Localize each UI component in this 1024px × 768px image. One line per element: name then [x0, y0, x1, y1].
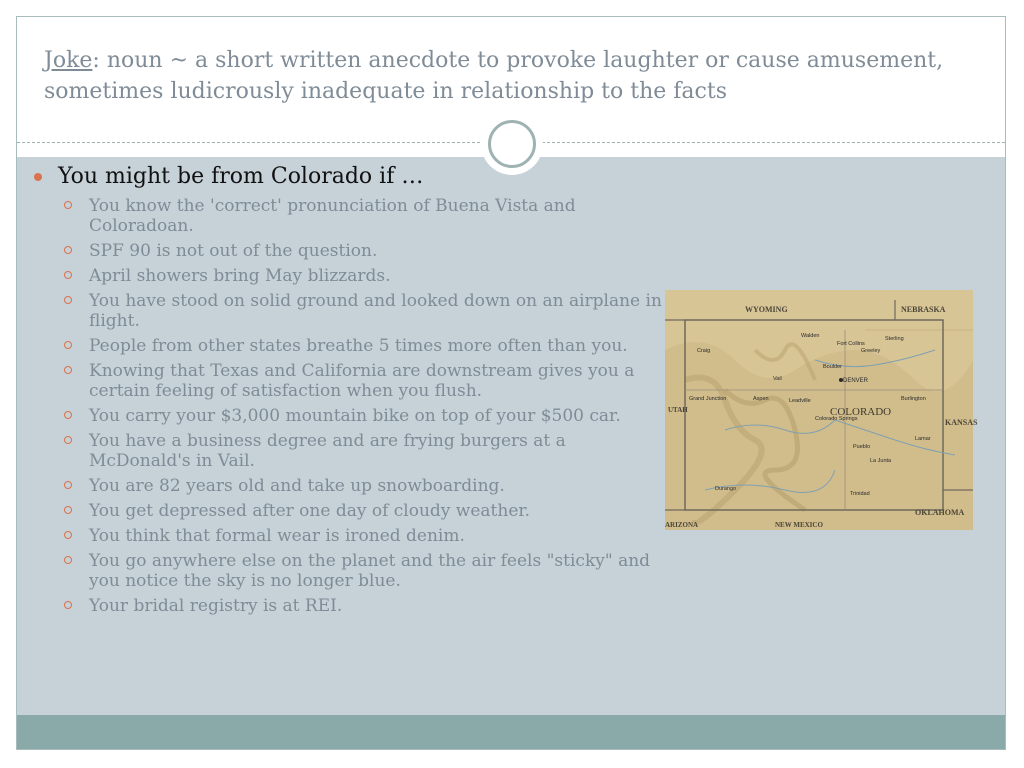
map-city-walden: Walden [801, 333, 820, 339]
list-item [34, 526, 664, 546]
list-item-text: You know the 'correct' pronunciation of Buena Vista and Coloradoan. [89, 196, 576, 236]
map-label-arizona: ARIZONA [665, 521, 699, 529]
ring-bullet-icon [64, 341, 72, 349]
map-capital-marker-icon [839, 378, 843, 382]
map-label-colorado: COLORADO [830, 406, 892, 418]
list-item-text: You carry your $3,000 mountain bike on top of your $500 car. [89, 406, 621, 426]
map-label-oklahoma: OKLAHOMA [915, 508, 965, 517]
list-item [34, 596, 664, 616]
ring-bullet-icon [64, 531, 72, 539]
map-city-burlington: Burlington [901, 396, 926, 402]
list-item [34, 291, 664, 331]
colorado-map [665, 290, 978, 530]
list-item-text: Knowing that Texas and California are downstream gives you a certain feeling of satisfaction when you flush. [89, 361, 635, 401]
list-item [34, 476, 664, 496]
list-item-text: You are 82 years old and take up snowboarding. [89, 476, 505, 496]
ring-bullet-icon [64, 481, 72, 489]
list-item-text: Your bridal registry is at REI. [89, 596, 343, 616]
footer-bar [17, 715, 1005, 749]
ring-bullet-icon [64, 246, 72, 254]
ring-bullet-icon [64, 601, 72, 609]
list-item [34, 431, 664, 471]
map-city-boulder: Boulder [823, 364, 842, 370]
list-item [34, 406, 664, 426]
map-label-utah: UTAH [668, 406, 688, 414]
map-city-denver: DENVER [843, 378, 869, 384]
map-label-new-mexico: NEW MEXICO [775, 521, 823, 529]
list-item [34, 551, 664, 591]
main-bullet [34, 162, 664, 192]
map-city-colorado-springs: Colorado Springs [815, 416, 858, 422]
map-city-aspen: Aspen [753, 396, 769, 402]
list-item [34, 336, 664, 356]
list-item [34, 266, 664, 286]
sub-bullet-list [34, 196, 664, 616]
list-item-text: You think that formal wear is ironed denim. [89, 526, 465, 546]
map-city-pueblo: Pueblo [853, 444, 871, 450]
list-item [34, 241, 664, 261]
ring-bullet-icon [64, 411, 72, 419]
list-item-text: You get depressed after one day of cloudy weather. [89, 501, 531, 521]
map-label-nebraska: NEBRASKA [901, 305, 946, 314]
main-bullet-text: You might be from Colorado if … [58, 164, 424, 189]
ring-bullet-icon [64, 506, 72, 514]
ring-bullet-icon [64, 271, 72, 279]
map-city-lamar: Lamar [915, 436, 931, 442]
map-city-sterling: Sterling [885, 336, 904, 342]
map-city-durango: Durango [715, 486, 737, 492]
map-label-wyoming: WYOMING [745, 305, 788, 314]
map-city-craig: Craig [697, 348, 711, 354]
map-label-kansas: KANSAS [945, 418, 978, 427]
map-city-leadville: Leadville [789, 398, 811, 404]
list-item-text: You go anywhere else on the planet and the air feels "sticky" and you notice the sky is no longer blue. [89, 551, 651, 591]
list-item-text: SPF 90 is not out of the question. [89, 241, 378, 261]
bullet-dot-icon [34, 173, 42, 181]
divider-ring-icon [488, 120, 536, 168]
ring-bullet-icon [64, 201, 72, 209]
map-city-vail: Vail [773, 376, 782, 382]
list-item-text: You have stood on solid ground and looked down on an airplane in flight. [89, 291, 662, 331]
map-city-greeley: Greeley [861, 348, 881, 354]
map-city-grand-junction: Grand Junction [689, 396, 727, 402]
list-item [34, 361, 664, 401]
bullet-list [34, 162, 664, 621]
title-definition: : noun ~ a short written anecdote to provoke laughter or cause amusement, sometimes ludicrously inadequate in relationship to the facts [44, 48, 944, 104]
ring-bullet-icon [64, 556, 72, 564]
list-item-text: April showers bring May blizzards. [89, 266, 391, 286]
map-city-fort-collins: Fort Collins [837, 341, 865, 347]
ring-bullet-icon [64, 296, 72, 304]
list-item [34, 196, 664, 236]
list-item-text: People from other states breathe 5 times more often than you. [89, 336, 628, 356]
ring-bullet-icon [64, 436, 72, 444]
map-city-trinidad: Trinidad [850, 491, 870, 497]
list-item [34, 501, 664, 521]
map-city-la-junta: La Junta [870, 458, 892, 464]
list-item-text: You have a business degree and are frying burgers at a McDonald's in Vail. [89, 431, 566, 471]
ring-bullet-icon [64, 366, 72, 374]
title-term[interactable]: Joke [44, 48, 93, 73]
slide-title [44, 45, 974, 107]
